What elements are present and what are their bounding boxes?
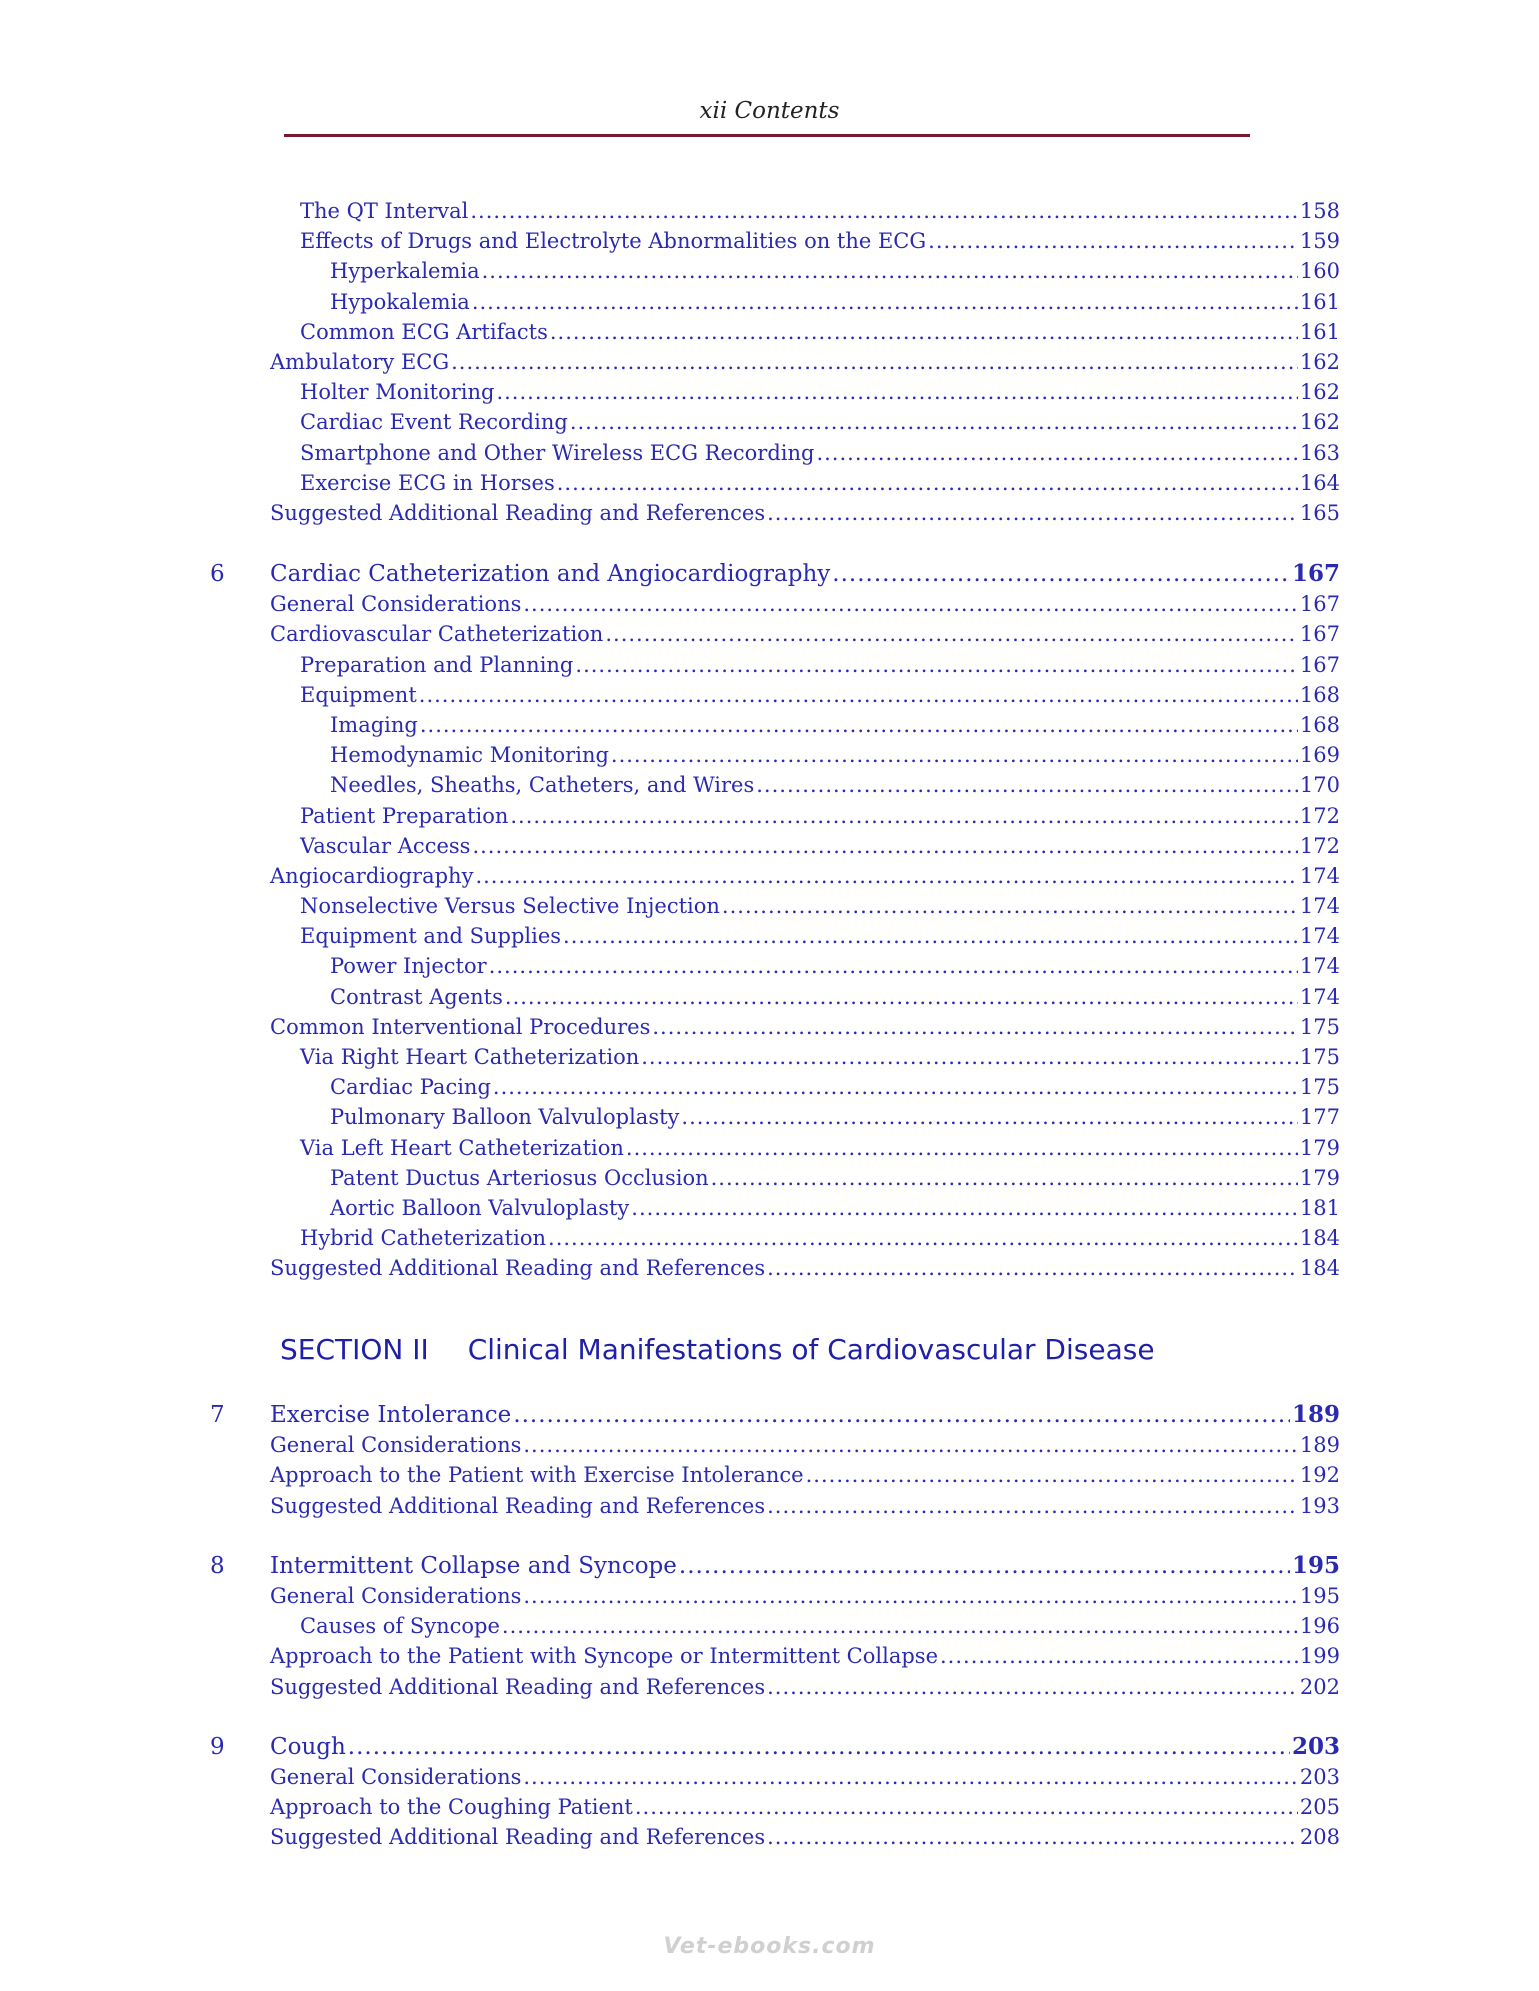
toc-entry-title: Power Injector bbox=[330, 954, 487, 979]
dot-leader bbox=[575, 650, 1298, 680]
toc-entry-title: Effects of Drugs and Electrolyte Abnormalities on the ECG bbox=[300, 229, 927, 254]
toc-entry-title: Via Right Heart Catheterization bbox=[300, 1045, 640, 1069]
toc-entry[interactable] bbox=[210, 921, 1340, 951]
toc-entry-page: 181 bbox=[1299, 1195, 1340, 1220]
toc-entry-title: Patient Preparation bbox=[300, 803, 509, 828]
running-head: xii Contents bbox=[699, 98, 840, 124]
toc-entry[interactable] bbox=[210, 1792, 1340, 1822]
dot-leader bbox=[451, 347, 1298, 377]
toc-entry-page: 162 bbox=[1299, 380, 1340, 405]
dot-leader bbox=[482, 256, 1298, 286]
toc-entry-title: The QT Interval bbox=[300, 199, 469, 223]
toc-entry-title: Preparation and Planning bbox=[300, 652, 574, 677]
dot-leader bbox=[472, 287, 1298, 317]
toc-block-chapter-5-tail bbox=[210, 196, 1340, 528]
toc-entry-title: General Considerations bbox=[270, 1764, 522, 1789]
toc-entry-title: Suggested Additional Reading and References bbox=[270, 1256, 766, 1281]
dot-leader bbox=[496, 377, 1297, 407]
dot-leader bbox=[652, 1012, 1298, 1042]
toc-entry[interactable] bbox=[210, 1460, 1340, 1490]
toc-entry[interactable] bbox=[210, 468, 1340, 498]
toc-entry-page: 203 bbox=[1291, 1732, 1340, 1760]
toc-entry-page: 168 bbox=[1299, 712, 1340, 737]
dot-leader bbox=[419, 680, 1298, 710]
toc-entry-page: 174 bbox=[1299, 863, 1340, 888]
toc-entry[interactable] bbox=[210, 196, 1340, 226]
toc-entry[interactable] bbox=[210, 1641, 1340, 1671]
dot-leader bbox=[548, 1223, 1298, 1253]
dot-leader bbox=[502, 1611, 1298, 1641]
toc-entry[interactable] bbox=[210, 1822, 1340, 1852]
toc-chapter-entry[interactable] bbox=[210, 559, 1340, 589]
dot-leader bbox=[928, 226, 1298, 256]
toc-entry-page: 168 bbox=[1299, 682, 1340, 707]
toc-entry[interactable] bbox=[210, 1672, 1340, 1702]
dot-leader bbox=[681, 1102, 1298, 1132]
dot-leader bbox=[756, 770, 1298, 800]
toc-entry[interactable] bbox=[210, 1430, 1340, 1460]
toc-entry[interactable] bbox=[210, 710, 1340, 740]
toc-entry-title: Imaging bbox=[330, 712, 418, 737]
toc-entry[interactable] bbox=[210, 650, 1340, 680]
toc-entry-page: 199 bbox=[1299, 1644, 1340, 1669]
toc-entry[interactable] bbox=[210, 1223, 1340, 1253]
toc-entry-title: Vascular Access bbox=[300, 833, 471, 858]
dot-leader bbox=[557, 468, 1298, 498]
toc-entry-title: Exercise Intolerance bbox=[270, 1402, 512, 1428]
toc-entry-page: 161 bbox=[1299, 289, 1340, 314]
section-title: Clinical Manifestations of Cardiovascular Disease bbox=[467, 1333, 1155, 1366]
toc-entry-page: 169 bbox=[1299, 743, 1340, 768]
toc-entry[interactable] bbox=[210, 861, 1340, 891]
toc-entry-page: 174 bbox=[1299, 894, 1340, 919]
toc-entry[interactable] bbox=[210, 1581, 1340, 1611]
toc-entry[interactable] bbox=[210, 317, 1340, 347]
toc-entry-page: 189 bbox=[1299, 1433, 1340, 1458]
toc-entry-page: 175 bbox=[1299, 1045, 1340, 1069]
toc-spacer bbox=[210, 1702, 1340, 1732]
toc-entry[interactable] bbox=[210, 1102, 1340, 1132]
dot-leader bbox=[767, 1253, 1298, 1283]
toc-entry[interactable] bbox=[210, 831, 1340, 861]
toc-entry-title: Hemodynamic Monitoring bbox=[330, 743, 609, 768]
toc-entry-page: 179 bbox=[1299, 1165, 1340, 1190]
toc-block-section-2 bbox=[210, 1400, 1340, 1852]
toc-entry[interactable] bbox=[210, 407, 1340, 437]
toc-entry[interactable] bbox=[210, 1253, 1340, 1283]
dot-leader bbox=[420, 710, 1298, 740]
chapter-number: 6 bbox=[210, 561, 225, 587]
chapter-number: 8 bbox=[210, 1552, 225, 1579]
toc-entry-title: Intermittent Collapse and Syncope bbox=[270, 1552, 677, 1579]
toc-entry-page: 172 bbox=[1299, 803, 1340, 828]
toc-entry-title: Approach to the Patient with Exercise Intolerance bbox=[270, 1463, 804, 1488]
toc-entry-page: 174 bbox=[1299, 924, 1340, 949]
toc-entry-title: General Considerations bbox=[270, 1433, 522, 1458]
toc-entry-page: 196 bbox=[1299, 1614, 1340, 1639]
toc-entry[interactable] bbox=[210, 680, 1340, 710]
toc-entry[interactable] bbox=[210, 347, 1340, 377]
toc-chapter-entry[interactable] bbox=[210, 1551, 1340, 1581]
toc-entry-title: Cardiac Event Recording bbox=[300, 410, 568, 435]
toc-entry-title: Via Left Heart Catheterization bbox=[300, 1135, 624, 1160]
toc-chapter-entry[interactable] bbox=[210, 1400, 1340, 1430]
toc-entry-title: Suggested Additional Reading and References bbox=[270, 500, 766, 525]
toc-entry-page: 174 bbox=[1299, 984, 1340, 1009]
toc-entry-title: Holter Monitoring bbox=[300, 380, 495, 405]
dot-leader bbox=[470, 196, 1298, 226]
toc-entry[interactable] bbox=[210, 438, 1340, 468]
toc-entry[interactable] bbox=[210, 226, 1340, 256]
toc-entry[interactable] bbox=[210, 619, 1340, 649]
watermark-logo: Vet-ebooks.com bbox=[663, 1934, 876, 1959]
toc-entry-title: Cardiovascular Catheterization bbox=[270, 622, 604, 647]
toc-entry-page: 162 bbox=[1299, 410, 1340, 435]
toc-chapter-entry[interactable] bbox=[210, 1732, 1340, 1762]
toc-entry-title: General Considerations bbox=[270, 592, 522, 617]
toc-entry-page: 195 bbox=[1291, 1551, 1340, 1579]
toc-entry-title: Hybrid Catheterization bbox=[300, 1226, 547, 1251]
toc-entry-page: 167 bbox=[1299, 592, 1340, 617]
toc-entry[interactable] bbox=[210, 1491, 1340, 1521]
toc-entry-title: Aortic Balloon Valvuloplasty bbox=[330, 1195, 630, 1220]
toc-entry-title: Pulmonary Balloon Valvuloplasty bbox=[330, 1105, 680, 1130]
toc-entry[interactable] bbox=[210, 982, 1340, 1012]
toc-entry-page: 175 bbox=[1299, 1075, 1340, 1100]
dot-leader bbox=[563, 921, 1298, 951]
toc-entry[interactable] bbox=[210, 287, 1340, 317]
toc-spacer bbox=[210, 1521, 1340, 1551]
toc-entry[interactable] bbox=[210, 891, 1340, 921]
toc-entry-page: 167 bbox=[1299, 622, 1340, 647]
toc-entry-page: 159 bbox=[1299, 229, 1340, 254]
toc-entry-page: 161 bbox=[1299, 319, 1340, 344]
chapter-number: 7 bbox=[210, 1402, 225, 1428]
toc-entry-title: General Considerations bbox=[270, 1583, 522, 1608]
dot-leader bbox=[635, 1792, 1298, 1822]
toc-entry-page: 192 bbox=[1299, 1463, 1340, 1488]
toc-entry[interactable] bbox=[210, 589, 1340, 619]
toc-entry-title: Contrast Agents bbox=[330, 984, 503, 1009]
dot-leader bbox=[570, 407, 1298, 437]
toc-entry-page: 165 bbox=[1299, 500, 1340, 525]
toc-entry-page: 184 bbox=[1299, 1226, 1340, 1251]
dot-leader bbox=[493, 1072, 1298, 1102]
toc-entry-page: 158 bbox=[1299, 199, 1340, 223]
dot-leader bbox=[641, 1042, 1298, 1072]
toc-entry-title: Common ECG Artifacts bbox=[300, 319, 548, 344]
dot-leader bbox=[510, 801, 1298, 831]
toc-entry[interactable] bbox=[210, 1012, 1340, 1042]
dot-leader bbox=[505, 982, 1298, 1012]
toc-entry[interactable] bbox=[210, 951, 1340, 981]
dot-leader bbox=[348, 1732, 1290, 1762]
dot-leader bbox=[767, 1822, 1298, 1852]
dot-leader bbox=[523, 1430, 1298, 1460]
toc-entry-title: Cardiac Pacing bbox=[330, 1075, 491, 1100]
toc-entry[interactable] bbox=[210, 801, 1340, 831]
dot-leader bbox=[679, 1551, 1290, 1581]
dot-leader bbox=[513, 1400, 1290, 1430]
dot-leader bbox=[767, 1491, 1298, 1521]
toc-entry-title: Angiocardiography bbox=[270, 863, 474, 888]
toc-entry-title: Exercise ECG in Horses bbox=[300, 470, 555, 495]
toc-entry-title: Ambulatory ECG bbox=[270, 349, 450, 374]
toc-entry-title: Suggested Additional Reading and References bbox=[270, 1674, 766, 1699]
toc-entry[interactable] bbox=[210, 1611, 1340, 1641]
toc-entry-title: Smartphone and Other Wireless ECG Recording bbox=[300, 440, 815, 465]
toc-entry-page: 167 bbox=[1291, 560, 1340, 587]
toc-entry-page: 164 bbox=[1299, 470, 1340, 495]
dot-leader bbox=[489, 951, 1298, 981]
toc-entry-title: Needles, Sheaths, Catheters, and Wires bbox=[330, 773, 755, 798]
toc-entry-title: Hypokalemia bbox=[330, 289, 470, 314]
dot-leader bbox=[475, 861, 1297, 891]
dot-leader bbox=[711, 1163, 1298, 1193]
toc-entry-page: 167 bbox=[1299, 652, 1340, 677]
toc-entry[interactable] bbox=[210, 770, 1340, 800]
toc-entry-page: 174 bbox=[1299, 954, 1340, 979]
toc-entry-title: Causes of Syncope bbox=[300, 1614, 500, 1639]
toc-entry-page: 175 bbox=[1299, 1014, 1340, 1039]
header-rule bbox=[284, 134, 1250, 137]
dot-leader bbox=[605, 619, 1298, 649]
toc-entry-title: Approach to the Coughing Patient bbox=[270, 1795, 633, 1820]
toc-entry[interactable] bbox=[210, 377, 1340, 407]
dot-leader bbox=[767, 1672, 1298, 1702]
toc-entry-page: 170 bbox=[1299, 773, 1340, 798]
toc-entry-page: 193 bbox=[1299, 1493, 1340, 1518]
toc-entry-title: Cough bbox=[270, 1733, 346, 1760]
dot-leader bbox=[523, 1762, 1298, 1792]
toc-entry-title: Approach to the Patient with Syncope or Intermittent Collapse bbox=[270, 1644, 938, 1669]
toc-block-chapter-6 bbox=[210, 559, 1340, 1284]
dot-leader bbox=[832, 559, 1290, 589]
toc-entry[interactable] bbox=[210, 1072, 1340, 1102]
toc-entry-page: 203 bbox=[1299, 1764, 1340, 1789]
toc-entry-page: 177 bbox=[1299, 1105, 1340, 1130]
toc-entry[interactable] bbox=[210, 1042, 1340, 1072]
toc-entry-page: 163 bbox=[1299, 440, 1340, 465]
dot-leader bbox=[611, 740, 1298, 770]
toc-entry-title: Hyperkalemia bbox=[330, 259, 480, 284]
toc-entry-page: 162 bbox=[1299, 349, 1340, 374]
dot-leader bbox=[722, 891, 1298, 921]
toc-entry-page: 195 bbox=[1299, 1583, 1340, 1608]
dot-leader bbox=[523, 1581, 1298, 1611]
toc-entry-page: 208 bbox=[1299, 1825, 1340, 1850]
toc-entry[interactable] bbox=[210, 740, 1340, 770]
toc-entry-page: 172 bbox=[1299, 833, 1340, 858]
toc-entry-page: 184 bbox=[1299, 1256, 1340, 1281]
toc-entry-page: 202 bbox=[1299, 1674, 1340, 1699]
toc-entry[interactable] bbox=[210, 1193, 1340, 1223]
toc-entry-title: Cardiac Catheterization and Angiocardiography bbox=[270, 561, 831, 587]
dot-leader bbox=[631, 1193, 1298, 1223]
section-heading bbox=[280, 1333, 1155, 1366]
dot-leader bbox=[816, 438, 1297, 468]
dot-leader bbox=[806, 1460, 1298, 1490]
toc-entry-title: Suggested Additional Reading and References bbox=[270, 1825, 766, 1850]
toc-entry-page: 205 bbox=[1299, 1795, 1340, 1820]
toc-entry-title: Common Interventional Procedures bbox=[270, 1014, 651, 1039]
toc-entry-page: 189 bbox=[1291, 1401, 1340, 1428]
dot-leader bbox=[523, 589, 1298, 619]
toc-entry-title: Equipment bbox=[300, 682, 417, 707]
dot-leader bbox=[626, 1133, 1298, 1163]
toc-entry[interactable] bbox=[210, 256, 1340, 286]
dot-leader bbox=[767, 498, 1298, 528]
dot-leader bbox=[550, 317, 1298, 347]
toc-entry-page: 179 bbox=[1299, 1135, 1340, 1160]
toc-entry-title: Equipment and Supplies bbox=[300, 924, 562, 949]
toc-entry-title: Nonselective Versus Selective Injection bbox=[300, 894, 720, 919]
toc-entry[interactable] bbox=[210, 498, 1340, 528]
toc-entry[interactable] bbox=[210, 1133, 1340, 1163]
toc-entry[interactable] bbox=[210, 1762, 1340, 1792]
chapter-number: 9 bbox=[210, 1733, 225, 1760]
dot-leader bbox=[472, 831, 1297, 861]
toc-entry[interactable] bbox=[210, 1163, 1340, 1193]
toc-entry-title: Patent Ductus Arteriosus Occlusion bbox=[330, 1165, 709, 1190]
dot-leader bbox=[940, 1641, 1298, 1671]
toc-entry-page: 160 bbox=[1299, 259, 1340, 284]
toc-entry-title: Suggested Additional Reading and References bbox=[270, 1493, 766, 1518]
section-label: SECTION II bbox=[280, 1333, 429, 1366]
